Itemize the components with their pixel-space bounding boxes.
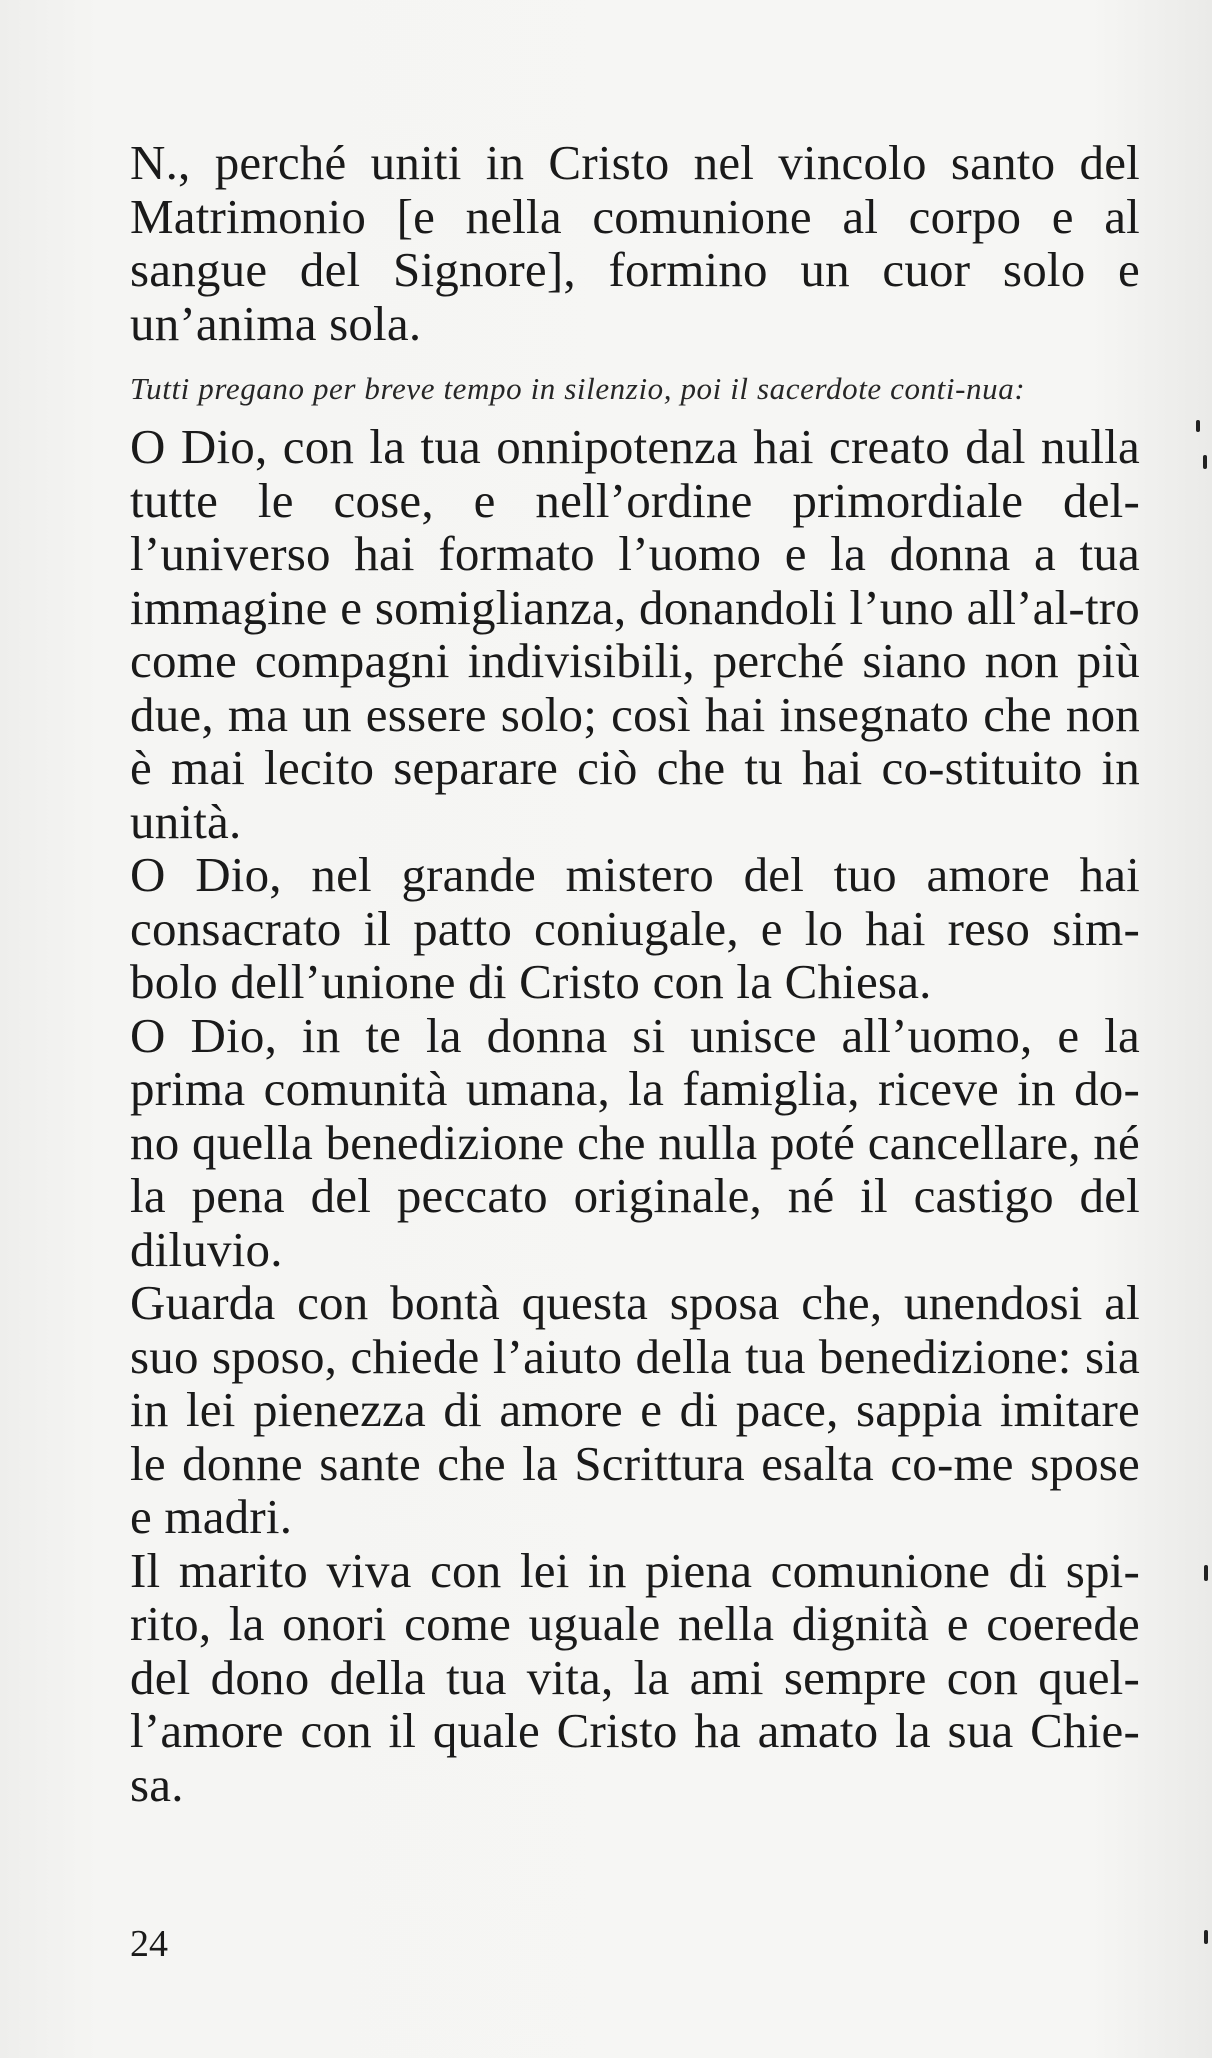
paragraph-bride: Guarda con bontà questa sposa che, unendosi al suo sposo, chiede l’aiuto della tua benedizione: sia in lei pienezza di amore e di pace, sappia imitare le donne sante che la Scrittura esalta co-me spose e madri. [130,1275,1140,1544]
binding-mark [1204,1930,1208,1944]
binding-mark [1196,420,1200,432]
page-number: 24 [130,1923,168,1965]
paragraph-husband: Il marito viva con lei in piena comunione di spi-rito, la onori come uguale nella dignità e coerede del dono della tua vita, la ami sempre con quel-l’amore con il quale Cristo ha amato la sua Chie-sa. [130,1542,1140,1812]
binding-mark [1203,455,1207,469]
paragraph-community: O Dio, in te la donna si unisce all’uomo, e la prima comunità umana, la famiglia, riceve in do-no quella benedizione che nulla poté cancellare, né la pena del peccato originale, né il castigo del diluvio. [130,1007,1140,1277]
prayer-text [130,136,1140,1811]
paragraph-intro: N., perché uniti in Cristo nel vincolo santo del Matrimonio [e nella comunione al corpo e al sangue del Signore], formino un cuor solo e un’anima sola. [130,135,1140,351]
paragraph-mystery: O Dio, nel grande mistero del tuo amore hai consacrato il patto coniugale, e lo hai reso sim-bolo dell’unione di Cristo con la Chiesa. [130,847,1140,1009]
rubric-instruction: Tutti pregano per breve tempo in silenzio, poi il sacerdote conti-nua: [130,371,1026,406]
binding-mark [1204,1565,1208,1581]
paragraph-creation: O Dio, con la tua onnipotenza hai creato dal nulla tutte le cose, e nell’ordine primordiale del-l’universo hai formato l’uomo e la donna a tua immagine e somiglianza, donandoli l’uno all’al-tro come compagni indivisibili, perché siano non più due, ma un essere solo; così hai insegnato che non è mai lecito separare ciò che tu hai co-stituito in unità. [130,419,1140,849]
